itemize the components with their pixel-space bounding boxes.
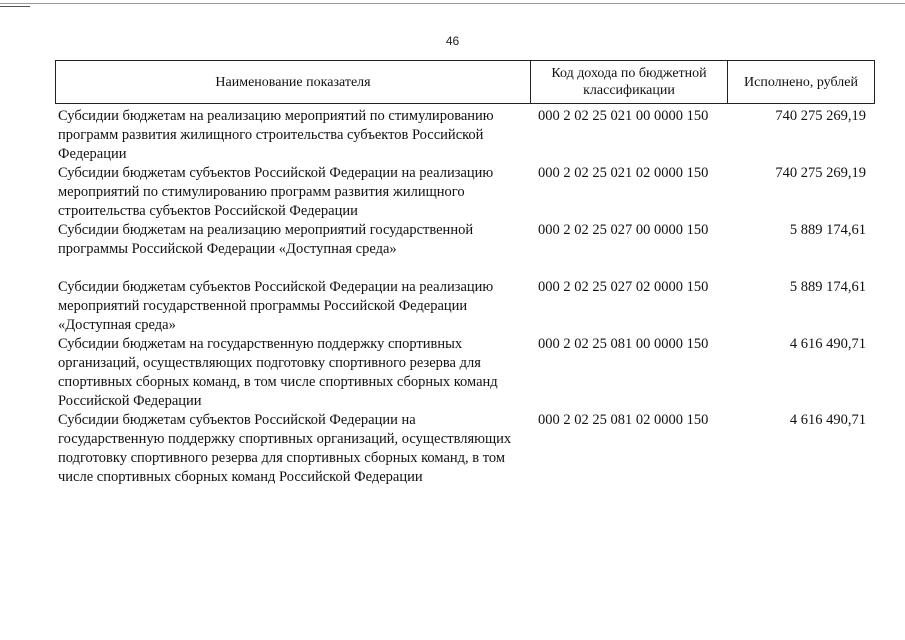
row-name: Субсидии бюджетам на реализацию мероприятий по стимулированию программ развития жилищного строительства субъектов Российской Федерации xyxy=(58,108,494,162)
budget-table xyxy=(55,60,875,487)
table-row xyxy=(55,278,875,335)
header-executed: Исполнено, рублей xyxy=(744,74,858,90)
row-amount: 4 616 490,71 xyxy=(789,412,866,428)
row-name: Субсидии бюджетам на государственную поддержку спортивных организаций, осуществляющих подготовку спортивного резерва для спортивных сборных команд, в том числе спортивных сборных команд Российской Федерации xyxy=(58,336,498,409)
table-row xyxy=(55,335,875,411)
row-code: 000 2 02 25 021 02 0000 150 xyxy=(538,165,709,181)
table-row xyxy=(55,411,875,487)
row-code: 000 2 02 25 021 00 0000 150 xyxy=(538,108,709,124)
row-amount: 740 275 269,19 xyxy=(775,165,866,181)
table-header xyxy=(55,60,875,104)
table-row xyxy=(55,221,875,259)
row-code: 000 2 02 25 027 00 0000 150 xyxy=(538,222,709,238)
page-number: 46 xyxy=(445,34,460,48)
row-amount: 5 889 174,61 xyxy=(789,222,866,238)
row-name: Субсидии бюджетам субъектов Российской Федерации на реализацию мероприятий по стимулированию программ развития жилищного строительства субъектов Российской Федерации xyxy=(58,165,494,219)
header-code: Код дохода по бюджетной классификации xyxy=(531,61,728,103)
row-code: 000 2 02 25 081 02 0000 150 xyxy=(538,412,709,428)
row-name: Субсидии бюджетам субъектов Российской Федерации на реализацию мероприятий государственной программы Российской Федерации «Доступная среда» xyxy=(58,279,494,333)
table-row xyxy=(55,107,875,164)
header-name: Наименование показателя xyxy=(56,61,531,103)
row-amount: 740 275 269,19 xyxy=(775,108,866,124)
row-code: 000 2 02 25 081 00 0000 150 xyxy=(538,336,709,352)
row-code: 000 2 02 25 027 02 0000 150 xyxy=(538,279,709,295)
row-amount: 5 889 174,61 xyxy=(789,279,866,295)
scan-edge-line xyxy=(0,3,905,4)
row-name: Субсидии бюджетам на реализацию мероприятий государственной программы Российской Федерации «Доступная среда» xyxy=(58,222,474,257)
scan-edge-mark xyxy=(0,6,30,7)
row-amount: 4 616 490,71 xyxy=(789,336,866,352)
table-row xyxy=(55,164,875,221)
row-name: Субсидии бюджетам субъектов Российской Федерации на государственную поддержку спортивных организаций, осуществляющих подготовку спортивного резерва для спортивных сборных команд, в том числе спортивных сборных команд Российской Федерации xyxy=(58,412,512,485)
